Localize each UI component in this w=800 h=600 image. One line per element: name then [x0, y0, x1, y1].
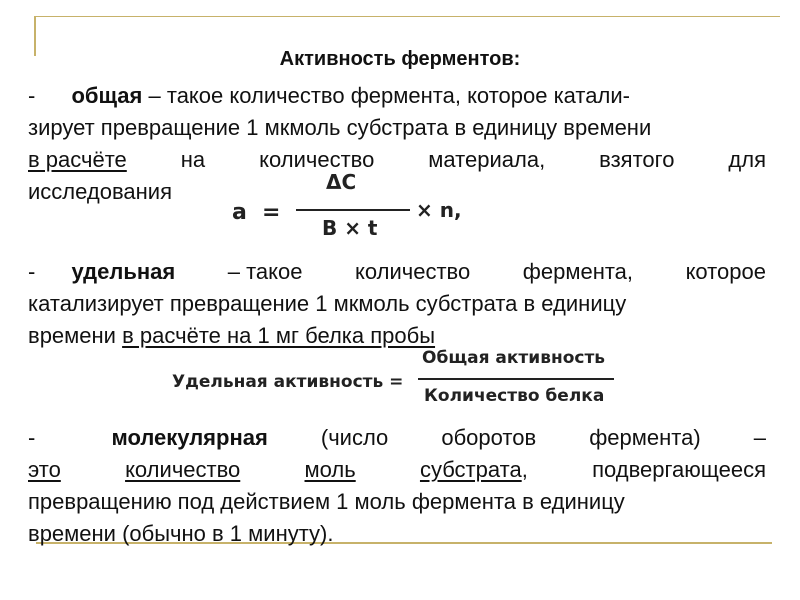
dash: -	[28, 425, 36, 450]
word: –	[753, 425, 766, 450]
word: которое	[685, 259, 766, 284]
formula2-fraction-bar	[418, 378, 614, 380]
molecular-line-4: времени (обычно в 1 минуту).	[28, 521, 334, 546]
word: на	[180, 147, 206, 172]
formula1-denominator: B × t	[322, 216, 378, 240]
term-specific: удельная	[71, 259, 176, 284]
underlined-word: это	[28, 457, 61, 482]
formula1-lhs: a	[232, 200, 247, 225]
comma: ,	[521, 457, 528, 482]
molecular-line-2	[28, 454, 766, 486]
word: для	[728, 147, 766, 172]
frame-top-border	[34, 16, 780, 17]
specific-line-2: катализирует превращение 1 мкмоль субстрата в единицу	[28, 291, 627, 316]
word: (число	[320, 425, 389, 450]
word: подвергающееся	[592, 457, 766, 482]
underlined-word: моль	[304, 457, 356, 482]
formula2-numerator: Общая активность	[422, 348, 606, 368]
molecular-line-1	[28, 422, 766, 454]
general-line-2: зирует превращение 1 мкмоль субстрата в единицу времени	[28, 115, 652, 140]
formula1-numerator: ΔC	[326, 170, 357, 194]
underlined-per-mg-protein: в расчёте на 1 мг белка пробы	[122, 323, 436, 348]
word: фермента,	[522, 259, 634, 284]
word: материала,	[428, 147, 546, 172]
formula1-equals: =	[262, 200, 281, 225]
specific-activity-paragraph	[28, 256, 766, 352]
word: оборотов	[441, 425, 537, 450]
underlined-word: количество	[125, 457, 241, 482]
word: – такое	[227, 259, 303, 284]
specific-line-3	[28, 320, 766, 352]
underlined-word: субстрата	[419, 457, 522, 482]
word: количество	[355, 259, 471, 284]
word: количество	[259, 147, 375, 172]
term-general: общая	[71, 83, 143, 108]
word: фермента)	[589, 425, 701, 450]
word: времени	[28, 323, 116, 348]
general-line-3	[28, 144, 766, 176]
dash: -	[28, 83, 36, 108]
general-line-4: исследования	[28, 179, 172, 204]
molecular-activity-paragraph	[28, 422, 766, 550]
underlined-in-calculation: в расчёте	[28, 147, 127, 172]
general-definition-start: – такое количество фермента, которое катали-	[148, 83, 630, 108]
molecular-line-3: превращению под действием 1 моль фермента в единицу	[28, 489, 625, 514]
general-activity-paragraph	[28, 80, 766, 208]
specific-line-1	[28, 256, 766, 288]
word: взятого	[599, 147, 675, 172]
page-title: Активность ферментов:	[279, 48, 521, 70]
formula2-lhs: Удельная активность =	[172, 372, 404, 392]
formula2-denominator: Количество белка	[424, 386, 605, 406]
term-molecular: молекулярная	[111, 425, 268, 450]
dash: -	[28, 259, 36, 284]
formula1-fraction-bar	[296, 209, 410, 211]
formula1-multiplier: × n,	[416, 198, 462, 222]
general-line-1	[28, 80, 766, 112]
